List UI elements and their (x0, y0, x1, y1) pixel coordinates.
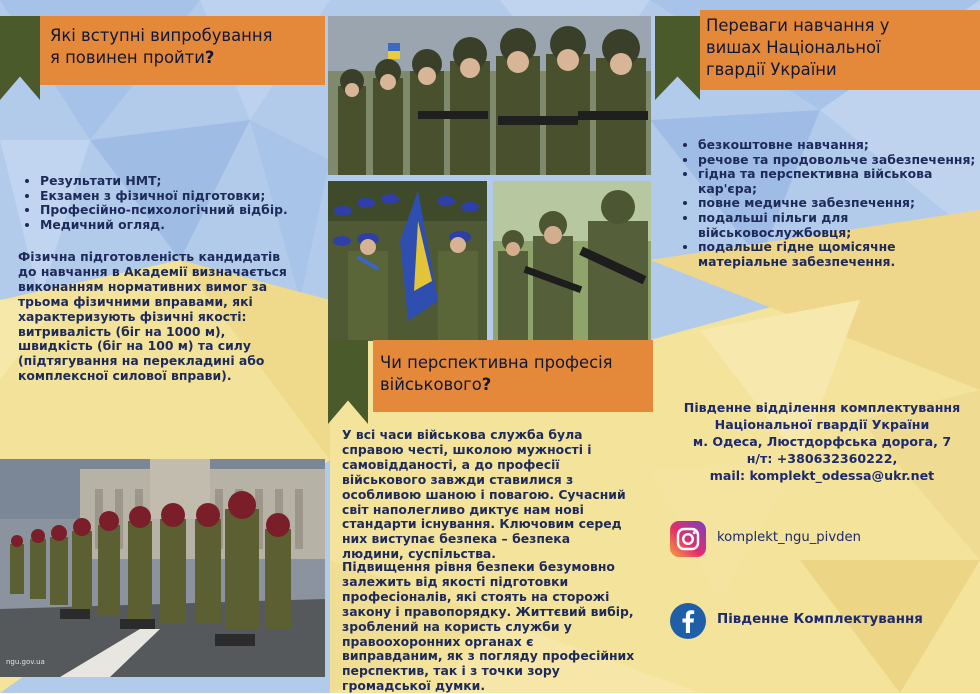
instagram-link[interactable] (670, 521, 960, 557)
middle-section-title (380, 352, 613, 396)
guard-with-flag-photo (328, 181, 487, 341)
left-bullet-list (18, 174, 340, 232)
facebook-icon (670, 603, 706, 639)
left-bullet-item: • Екзамен з фізичної підготовки; (40, 189, 340, 204)
middle-title-line1: Чи перспективна професія (380, 353, 613, 372)
parade-photo (0, 459, 325, 677)
left-title-qmark: ? (204, 48, 215, 67)
contact-org-line: Національної гвардії України (714, 417, 930, 432)
left-bullet-item: • Медичний огляд. (40, 218, 340, 233)
left-bullet-item: • Результати НМТ; (40, 174, 340, 189)
marching-soldiers-photo (328, 16, 651, 175)
benefit-item: • подальше гідне щомісячне матеріальне забезпечення. (698, 240, 980, 269)
right-section-title (706, 15, 889, 81)
facebook-link[interactable] (670, 603, 970, 639)
watermark-text: ngu.gov.ua (6, 658, 45, 666)
benefit-item: • безкоштовне навчання; (698, 138, 980, 153)
middle-title-qmark: ? (481, 375, 492, 394)
instagram-icon (670, 521, 706, 557)
benefit-item: • речове та продовольче забезпечення; (698, 153, 980, 168)
left-bullet-item: • Професійно-психологічний відбір. (40, 203, 340, 218)
facebook-page-name: Південне Комплектування (717, 612, 923, 627)
left-title-line2: я повинен пройти (50, 48, 205, 67)
left-title-line1: Які вступні випробування (50, 26, 273, 45)
middle-title-line2: військового (380, 375, 482, 394)
benefit-item: • повне медичне забезпечення; (698, 196, 980, 211)
benefit-item: • гідна та перспективна військова кар'єра; (698, 167, 980, 196)
right-title-line2: вишах Національної (706, 38, 881, 57)
contact-phone: н/т: +380632360222, (746, 451, 898, 466)
contact-address: м. Одеса, Люстдорфська дорога, 7 (692, 434, 952, 449)
soldiers-with-rifles-photo (493, 181, 651, 341)
right-title-line3: гвардії України (706, 60, 837, 79)
right-benefits-list (676, 138, 980, 269)
right-title-line1: Переваги навчання у (706, 16, 890, 35)
middle-paragraph-2: Підвищення рівня безпеки безумовно залежить від якості підготовки професіоналів, які стоять на сторожі закону і правопорядку. Життєвий вибір, зроблений на користь служби у правоохоронних органах є виправданим, як з погляду професійних перспектив, так і з точки зору громадської думки. (342, 559, 635, 694)
instagram-handle: komplekt_ngu_pivden (717, 530, 861, 545)
benefit-item: • подальші пільги для військовослужбовця; (698, 211, 980, 240)
middle-paragraph-1: У всі часи військова служба була справою честі, школою мужності і самовідданості, а до професії військового завжди ставилися з особливою шаною і повагою. Сучасний світ наполегливо диктує нам нові стандарти існування. Ключовим серед них виступає безпека – безпека людини, суспільства. (342, 427, 626, 562)
left-section-title (50, 25, 272, 69)
contact-org-line: Південне відділення комплектування (683, 400, 961, 415)
contact-email: mail: komplekt_odessa@ukr.net (709, 468, 935, 483)
contact-block (664, 399, 980, 484)
left-physical-paragraph: Фізична підготовленість кандидатів до навчання в Академії визначається виконанням нормативних вимог за трьома фізичними вправами, які характеризують фізичні якості: витривалість (біг на 1000 м), швидкість (біг на 100 м) та силу (підтягування на перекладині або комплексної силової вправи). (18, 249, 287, 384)
photo-watermark (6, 658, 45, 666)
